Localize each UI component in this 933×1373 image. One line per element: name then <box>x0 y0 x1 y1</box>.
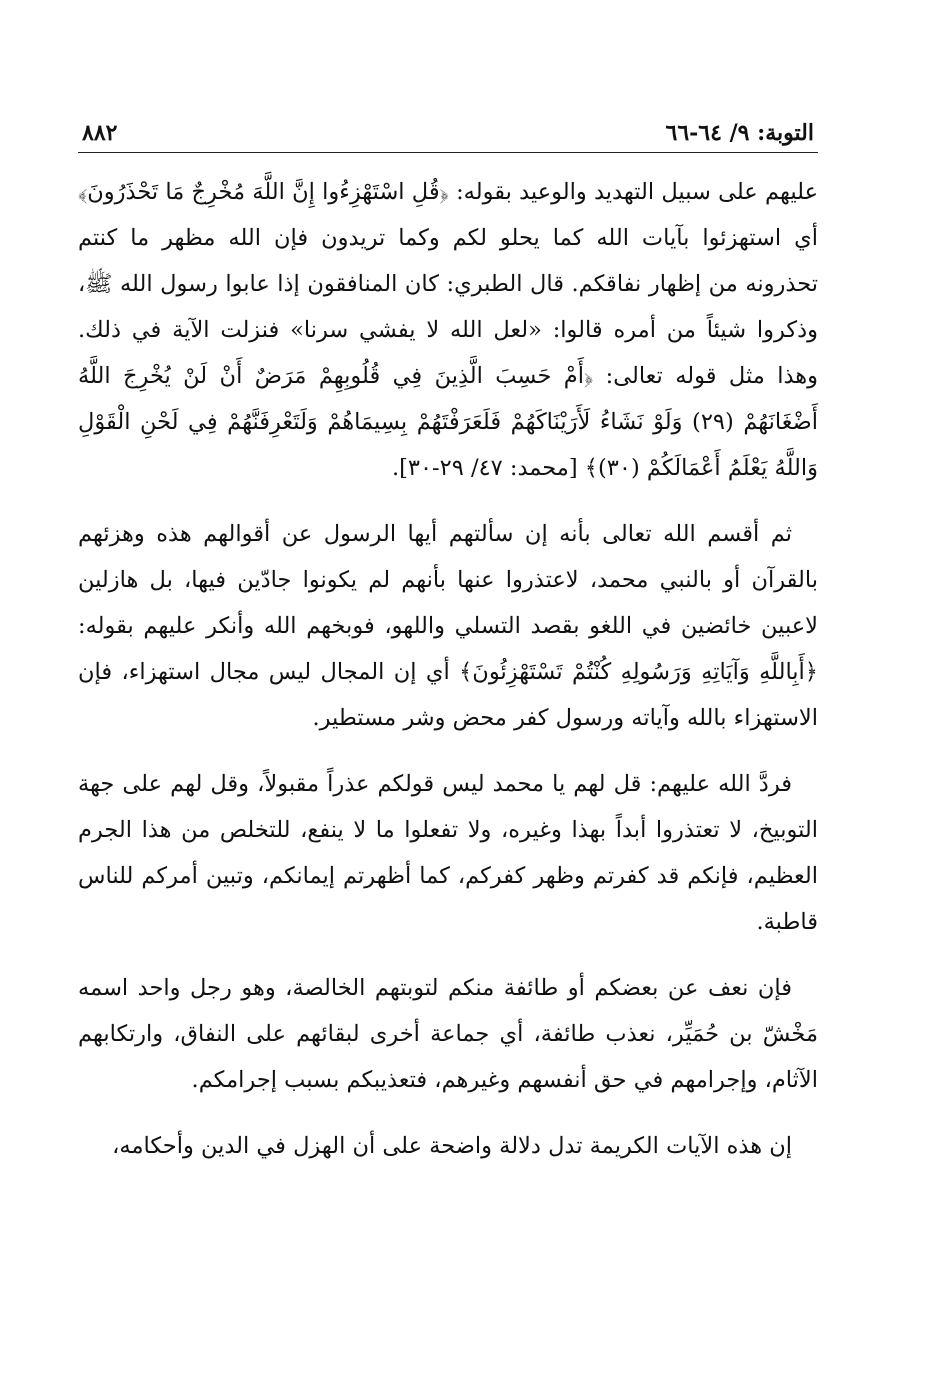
surah-reference: التوبة: ٩/ ٦٤-٦٦ <box>665 120 814 146</box>
paragraph-1: عليهم على سبيل التهديد والوعيد بقوله: ﴿قُلِ اسْتَهْزِءُوا إِنَّ اللَّهَ مُخْرِجٌ مَا تَحْذَرُونَ﴾ أي استهزئوا بآيات الله كما يحلو لكم وكما تريدون فإن الله مظهر ما كنتم تحذرونه من إظهار نفاقكم. قال الطبري: كان المنافقون إذا عابوا رسول الله ﷺ، وذكروا شيئاً من أمره قالوا: «لعل الله لا يفشي سرنا» فنزلت الآية في ذلك. وهذا مثل قوله تعالى: ﴿أَمْ حَسِبَ الَّذِينَ فِي قُلُوبِهِمْ مَرَضٌ أَنْ لَنْ يُخْرِجَ اللَّهُ أَضْغَانَهُمْ (٢٩) وَلَوْ نَشَاءُ لَأَرَيْنَاكَهُمْ فَلَعَرَفْتَهُمْ بِسِيمَاهُمْ وَلَتَعْرِفَنَّهُمْ فِي لَحْنِ الْقَوْلِ وَاللَّهُ يَعْلَمُ أَعْمَالَكُمْ (٣٠)﴾ [محمد: ٤٧/ ٢٩-٣٠]. <box>78 179 818 481</box>
book-page <box>78 120 818 1169</box>
paragraph-5: إن هذه الآيات الكريمة تدل دلالة واضحة على أن الهزل في الدين وأحكامه، <box>112 1133 792 1159</box>
paragraph-3: فردَّ الله عليهم: قل لهم يا محمد ليس قولكم عذراً مقبولاً، وقل لهم على جهة التوبيخ، لا تعتذروا أبداً بهذا وغيره، ولا تفعلوا ما لا ينفع، للتخلص من هذا الجرم العظيم، فإنكم قد كفرتم وظهر كفركم، كما أظهرتم إيمانكم، وتبين أمركم للناس قاطبة. <box>78 771 818 935</box>
page-number: ٨٨٢ <box>82 120 118 146</box>
paragraph-4: فإن نعف عن بعضكم أو طائفة منكم لتوبتهم الخالصة، وهو رجل واحد اسمه مَخْشّ بن حُمَيِّر، نعذب طائفة، أي جماعة أخرى لبقائهم على النفاق، وارتكابهم الآثام، وإجرامهم في حق أنفسهم وغيرهم، فتعذيبكم بسبب إجرامكم. <box>78 975 818 1093</box>
page-header <box>78 120 818 153</box>
paragraph-2: ثم أقسم الله تعالى بأنه إن سألتهم أيها الرسول عن أقوالهم هذه وهزئهم بالقرآن أو بالنبي محمد، لاعتذروا عنها بأنهم لم يكونوا جادّين فيها، بل هازلين لاعبين خائضين في اللغو بقصد التسلي واللهو، فوبخهم الله وأنكر عليهم بقوله: ﴿أَبِاللَّهِ وَآيَاتِهِ وَرَسُولِهِ كُنْتُمْ تَسْتَهْزِئُونَ﴾ أي إن المجال ليس مجال استهزاء، فإن الاستهزاء بالله وآياته ورسول كفر محض وشر مستطير. <box>78 521 818 731</box>
